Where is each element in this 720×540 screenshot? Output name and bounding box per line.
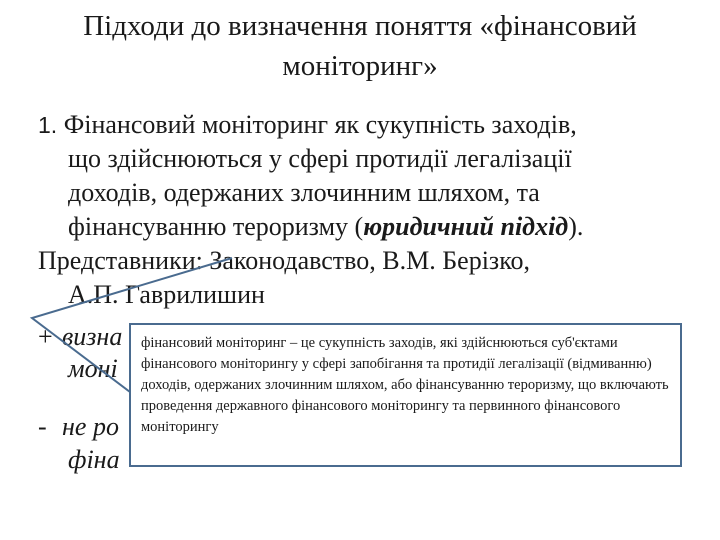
con-line-2: фіна [68, 445, 120, 474]
minus-sign: - [38, 412, 47, 441]
point-1-text-4b: ). [568, 212, 584, 241]
point-1-number: 1. [38, 112, 58, 138]
point-1-line-2: що здійснюються у сфері протидії легалізації [68, 144, 572, 173]
definition-callout: фінансовий моніторинг – це сукупність заходів, які здійснюються суб'єктами фінансового моніторингу у сфері запобігання та протидії легалізації (відмиванню) доходів, одержаних злочинним шляхом, або фінансуванню тероризму, що включають проведення державного фінансового моніторингу та первинного фінансового моніторингу [129, 323, 682, 467]
pro-line-2: моні [68, 354, 118, 383]
representatives-line-2: А.П. Гаврилишин [68, 280, 265, 309]
legal-approach-label: юридичний підхід [363, 212, 569, 241]
slide-title-line-1: Підходи до визначення поняття «фінансовий [83, 10, 637, 42]
slide-title-line-2: моніторинг» [282, 50, 438, 82]
con-text-1: не ро [62, 412, 119, 441]
point-1-text-4a: фінансуванню тероризму ( [68, 212, 364, 241]
plus-sign: + [38, 322, 53, 351]
representatives-line-1: Представники: Законодавство, В.М. Берізко, [38, 246, 531, 275]
point-1-line-3: доходів, одержаних злочинним шляхом, та [68, 178, 540, 207]
point-1-text-1: Фінансовий моніторинг як сукупність заходів, [63, 110, 577, 139]
pro-text-1: визна [62, 322, 123, 351]
